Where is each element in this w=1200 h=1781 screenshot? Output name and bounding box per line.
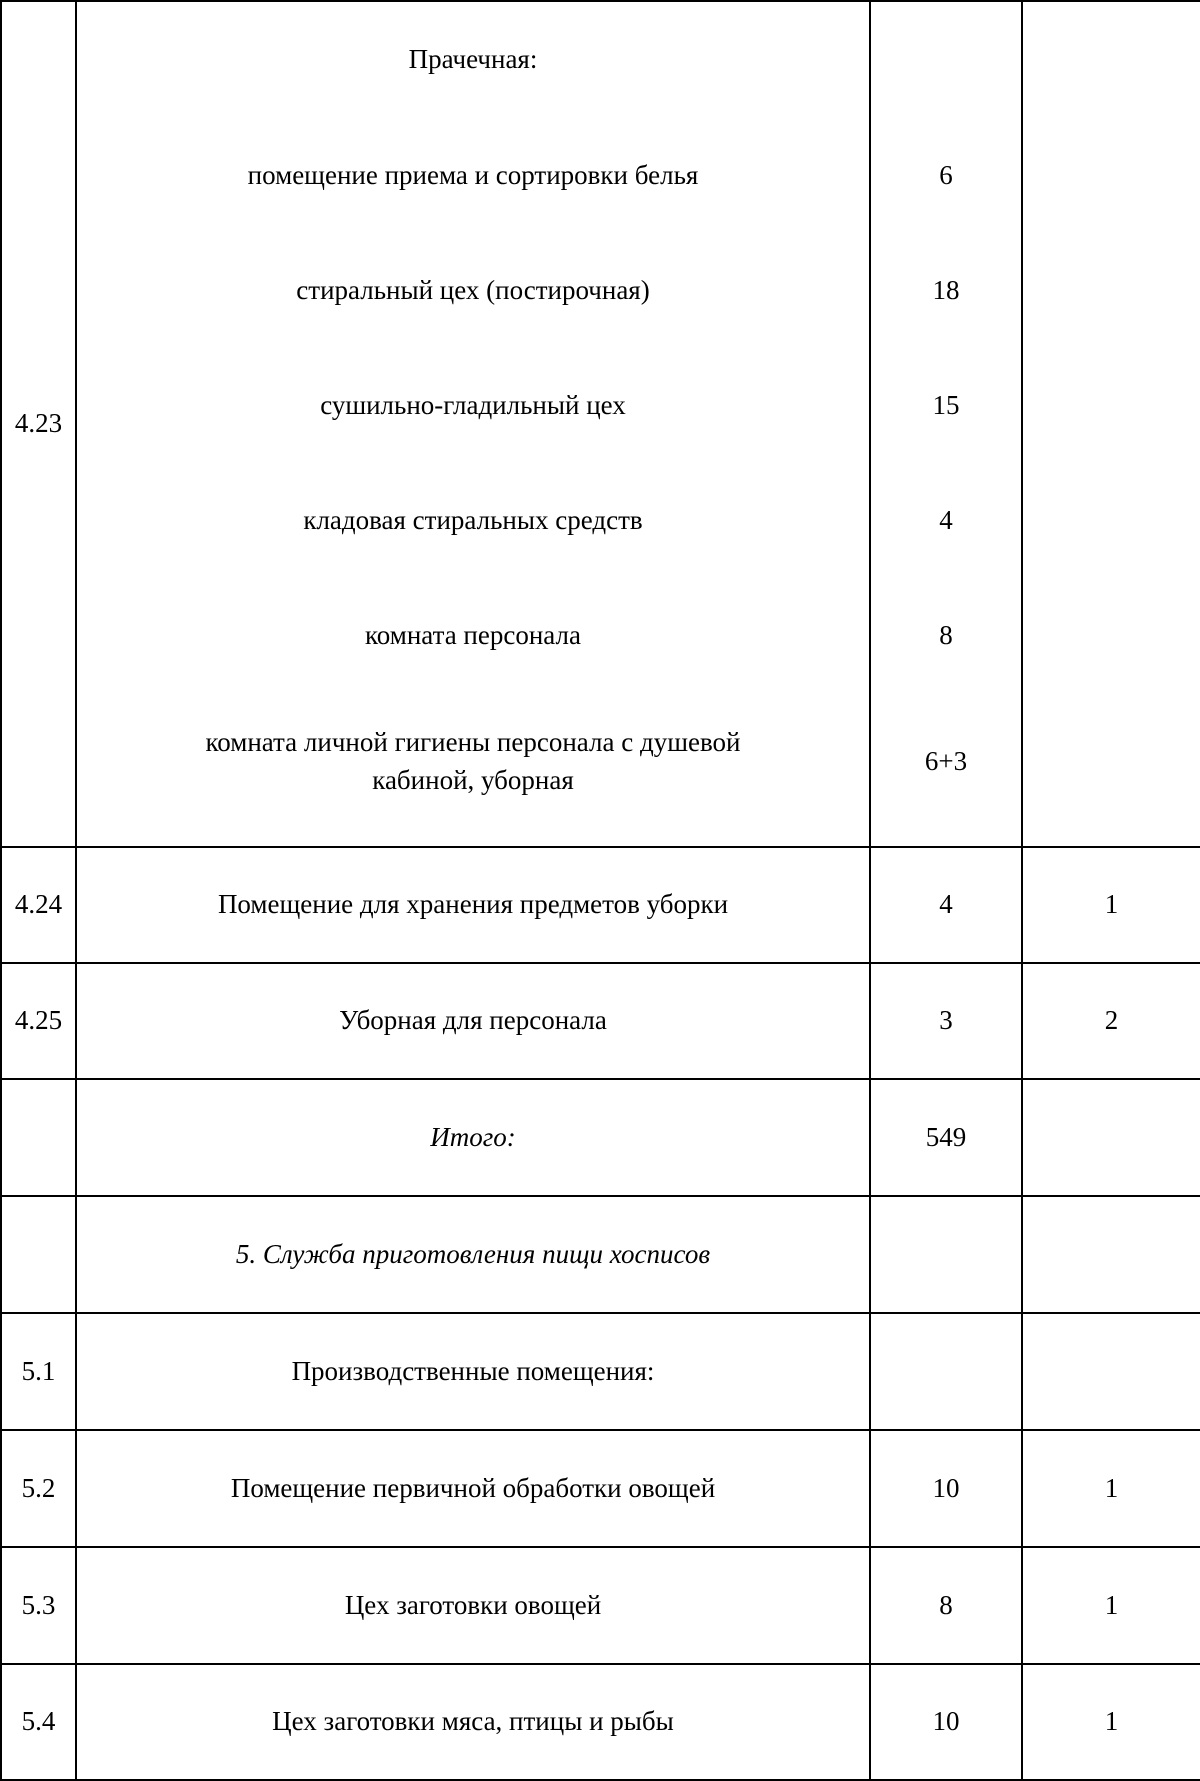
table-row bbox=[1, 1313, 1200, 1430]
row-area: 4 bbox=[870, 847, 1022, 963]
row-number bbox=[1, 1079, 76, 1196]
row-count: 1 bbox=[1022, 1664, 1200, 1780]
area-value: 15 bbox=[932, 389, 960, 420]
laundry-title: Прачечная: bbox=[408, 44, 538, 75]
list-item-line: комната личной гигиены персонала с душевой bbox=[205, 727, 741, 758]
row-number: 5.1 bbox=[1, 1313, 76, 1430]
table-row bbox=[1, 1664, 1200, 1780]
row-name: Цех заготовки овощей bbox=[76, 1547, 870, 1664]
row-count bbox=[1022, 1196, 1200, 1313]
total-area: 549 bbox=[870, 1079, 1022, 1196]
table-row bbox=[1, 1547, 1200, 1664]
laundry-names-cell bbox=[76, 1, 870, 847]
row-count bbox=[1022, 1313, 1200, 1430]
area-value: 18 bbox=[932, 274, 960, 305]
list-item: помещение приема и сортировки белья bbox=[247, 159, 699, 190]
row-count: 1 bbox=[1022, 1430, 1200, 1547]
row-count: 1 bbox=[1022, 847, 1200, 963]
table-row bbox=[1, 963, 1200, 1079]
total-label: Итого: bbox=[76, 1079, 870, 1196]
row-number bbox=[1, 1196, 76, 1313]
row-area: 10 bbox=[870, 1664, 1022, 1780]
row-count: 2 bbox=[1022, 963, 1200, 1079]
row-count bbox=[1022, 1079, 1200, 1196]
row-name: Производственные помещения: bbox=[76, 1313, 870, 1430]
list-item-line: кабиной, уборная bbox=[372, 765, 574, 795]
list-item: сушильно-гладильный цех bbox=[320, 389, 626, 420]
row-area: 10 bbox=[870, 1430, 1022, 1547]
section-heading: 5. Служба приготовления пищи хосписов bbox=[76, 1196, 870, 1313]
row-name: Помещение первичной обработки овощей bbox=[76, 1430, 870, 1547]
row-area bbox=[870, 1196, 1022, 1313]
list-item: стиральный цех (постирочная) bbox=[296, 274, 650, 305]
row-number: 4.25 bbox=[1, 963, 76, 1079]
row-area: 3 bbox=[870, 963, 1022, 1079]
row-area bbox=[870, 1313, 1022, 1430]
table-row bbox=[1, 1430, 1200, 1547]
table-row-section-heading bbox=[1, 1196, 1200, 1313]
list-item: кладовая стиральных средств bbox=[303, 504, 643, 535]
area-value: 6 bbox=[939, 159, 953, 190]
table-row-total bbox=[1, 1079, 1200, 1196]
empty-area bbox=[871, 2, 1021, 118]
list-item: комната персонала bbox=[365, 619, 581, 650]
row-name: Цех заготовки мяса, птицы и рыбы bbox=[76, 1664, 870, 1780]
row-number: 4.24 bbox=[1, 847, 76, 963]
row-number: 5.4 bbox=[1, 1664, 76, 1780]
row-area: 8 bbox=[870, 1547, 1022, 1664]
row-count: 1 bbox=[1022, 1547, 1200, 1664]
list-item bbox=[77, 693, 869, 831]
row-number: 5.3 bbox=[1, 1547, 76, 1664]
count-cell bbox=[1022, 1, 1200, 847]
row-name: Помещение для хранения предметов уборки bbox=[76, 847, 870, 963]
area-value: 8 bbox=[939, 619, 953, 650]
row-name: Уборная для персонала bbox=[76, 963, 870, 1079]
laundry-areas-cell bbox=[870, 1, 1022, 847]
row-number: 5.2 bbox=[1, 1430, 76, 1547]
table-row-laundry bbox=[1, 1, 1200, 847]
row-number: 4.23 bbox=[1, 1, 76, 847]
area-value: 4 bbox=[939, 504, 953, 535]
table-row bbox=[1, 847, 1200, 963]
area-value: 6+3 bbox=[924, 746, 968, 777]
